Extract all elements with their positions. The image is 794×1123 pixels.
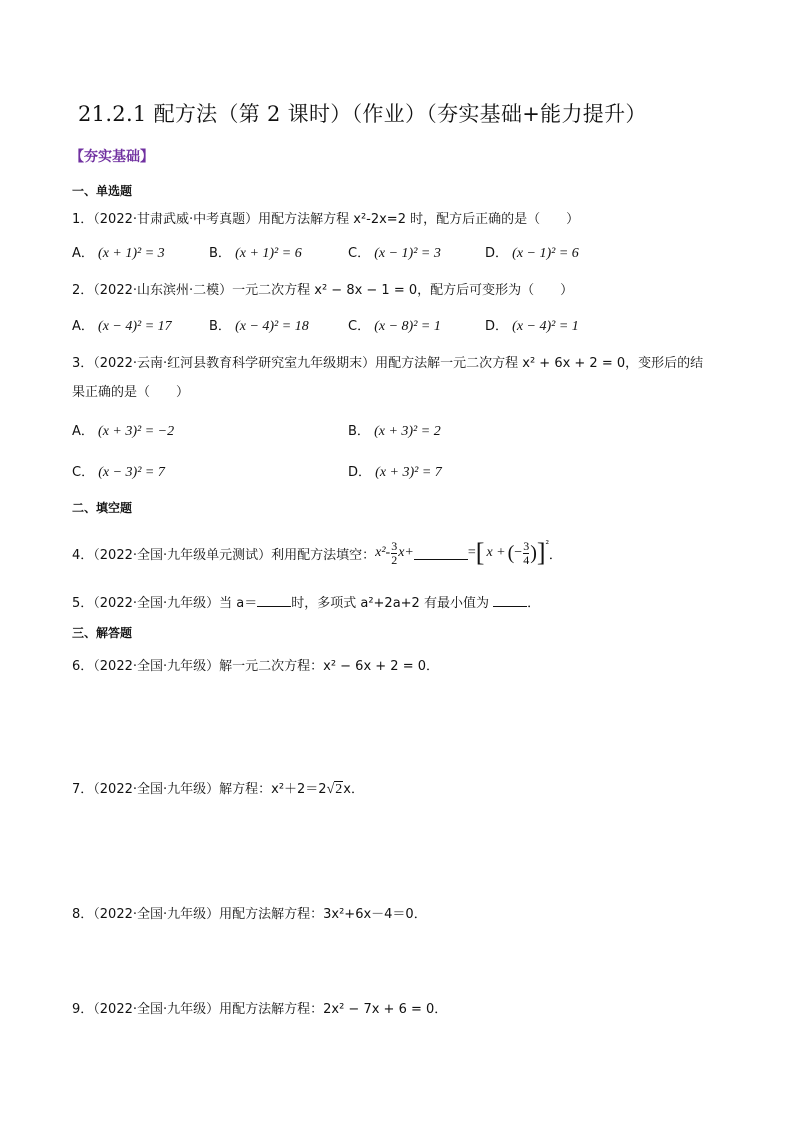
q4-prefix: 4．（2022·全国·九年级单元测试）利用配方法填空： bbox=[72, 547, 376, 563]
q1-option-d[interactable] bbox=[485, 242, 579, 262]
option-letter: C． bbox=[72, 465, 95, 480]
q3-option-d[interactable] bbox=[348, 461, 442, 481]
question-1: 1．（2022·甘肃武威·中考真题）用配方法解方程 x²-2x=2 时，配方后正确的是（ ） bbox=[72, 212, 580, 227]
option-formula: (x + 1)² = 3 bbox=[98, 246, 165, 261]
section-single-choice: 一、单选题 bbox=[72, 184, 133, 198]
option-letter: D． bbox=[485, 319, 509, 334]
option-letter: A． bbox=[72, 246, 94, 261]
left-bracket-icon: [ bbox=[475, 538, 485, 567]
q4-end: ． bbox=[548, 547, 562, 563]
question-2: 2．（2022·山东滨州·二模）一元二次方程 x² − 8x − 1 = 0，配方后可变形为（ ） bbox=[72, 283, 574, 298]
q3-option-a[interactable] bbox=[72, 420, 174, 440]
question-6: 6．（2022·全国·九年级）解一元二次方程：x² − 6x + 2 = 0． bbox=[72, 659, 440, 674]
q2-option-c[interactable] bbox=[348, 315, 441, 335]
section-solution: 三、解答题 bbox=[72, 626, 133, 640]
q1-option-b[interactable] bbox=[209, 242, 302, 262]
q4-frac2-num: 3 bbox=[523, 538, 530, 553]
q5-part-a: 5．（2022·全国·九年级）当 a＝ bbox=[72, 596, 258, 611]
option-letter: C． bbox=[348, 246, 371, 261]
option-formula: (x − 8)² = 1 bbox=[374, 319, 441, 334]
question-7 bbox=[72, 778, 364, 798]
q3-option-b[interactable] bbox=[348, 420, 441, 440]
q4-expr-a: x²- bbox=[375, 545, 391, 560]
q3-option-c[interactable] bbox=[72, 461, 165, 481]
option-letter: D． bbox=[485, 246, 509, 261]
section-tag-basic: 【夯实基础】 bbox=[70, 149, 154, 165]
q4-answer-blank[interactable] bbox=[414, 547, 468, 560]
option-formula: (x + 3)² = 2 bbox=[374, 424, 441, 439]
option-formula: (x − 3)² = 7 bbox=[98, 465, 165, 480]
q7-sqrt-value: 2 bbox=[335, 782, 343, 797]
option-formula: (x − 1)² = 3 bbox=[374, 246, 441, 261]
option-letter: B． bbox=[209, 246, 231, 261]
option-formula: (x + 3)² = −2 bbox=[98, 424, 175, 439]
q5-part-c: ． bbox=[527, 596, 541, 611]
left-paren-icon: ( bbox=[507, 541, 515, 564]
option-letter: A． bbox=[72, 319, 94, 334]
option-letter: D． bbox=[348, 465, 372, 480]
option-formula: (x − 4)² = 18 bbox=[235, 319, 309, 334]
option-letter: A． bbox=[72, 424, 94, 439]
q4-equals: = bbox=[467, 545, 476, 560]
q2-option-d[interactable] bbox=[485, 315, 579, 335]
question-8: 8．（2022·全国·九年级）用配方法解方程：3x²+6x－4＝0． bbox=[72, 907, 427, 922]
sqrt-icon: √ bbox=[326, 782, 335, 797]
right-paren-icon: ) bbox=[530, 541, 537, 564]
option-letter: B． bbox=[209, 319, 231, 334]
q2-option-b[interactable] bbox=[209, 315, 309, 335]
q4-fraction-2 bbox=[523, 540, 529, 567]
q5-blank-min[interactable] bbox=[493, 594, 527, 607]
question-3-line-1: 3．（2022·云南·红河县教育科学研究室九年级期末）用配方法解一元二次方程 x² + 6x + 2 = 0，变形后的结 bbox=[72, 356, 704, 371]
q4-frac1-num: 3 bbox=[391, 538, 398, 553]
page-title: 21.2.1 配方法（第 2 课时）（作业）（夯实基础+能力提升） bbox=[78, 102, 647, 126]
q4-square: ² bbox=[545, 538, 549, 550]
option-formula: (x − 4)² = 1 bbox=[512, 319, 579, 334]
question-9: 9．（2022·全国·九年级）用配方法解方程：2x² − 7x + 6 = 0． bbox=[72, 1002, 448, 1017]
q5-part-b: 时，多项式 a²+2a+2 有最小值为 bbox=[291, 596, 489, 611]
q1-option-c[interactable] bbox=[348, 242, 441, 262]
q5-blank-a[interactable] bbox=[257, 594, 291, 607]
question-3-line-2: 果正确的是（ ） bbox=[72, 385, 190, 400]
q4-expr-b: x+ bbox=[398, 545, 414, 560]
question-4 bbox=[72, 538, 562, 568]
q7-part-b: x． bbox=[343, 782, 364, 797]
q1-option-a[interactable] bbox=[72, 242, 165, 262]
q2-option-a[interactable] bbox=[72, 315, 172, 335]
right-bracket-icon: ] bbox=[536, 538, 546, 567]
q7-part-a: 7．（2022·全国·九年级）解方程：x²＋2＝2 bbox=[72, 782, 327, 797]
question-5 bbox=[72, 592, 540, 611]
option-formula: (x − 1)² = 6 bbox=[512, 246, 579, 261]
option-letter: C． bbox=[348, 319, 371, 334]
option-formula: (x − 4)² = 17 bbox=[98, 319, 172, 334]
q4-fraction-1 bbox=[391, 540, 397, 567]
q4-frac2-den: 4 bbox=[523, 552, 530, 567]
option-formula: (x + 3)² = 7 bbox=[375, 465, 442, 480]
q4-minus: − bbox=[514, 545, 523, 560]
option-letter: B． bbox=[348, 424, 370, 439]
option-formula: (x + 1)² = 6 bbox=[235, 246, 302, 261]
q4-frac1-den: 2 bbox=[391, 552, 398, 567]
section-fill-blank: 二、填空题 bbox=[72, 501, 133, 515]
q4-inner: x + bbox=[486, 545, 506, 560]
